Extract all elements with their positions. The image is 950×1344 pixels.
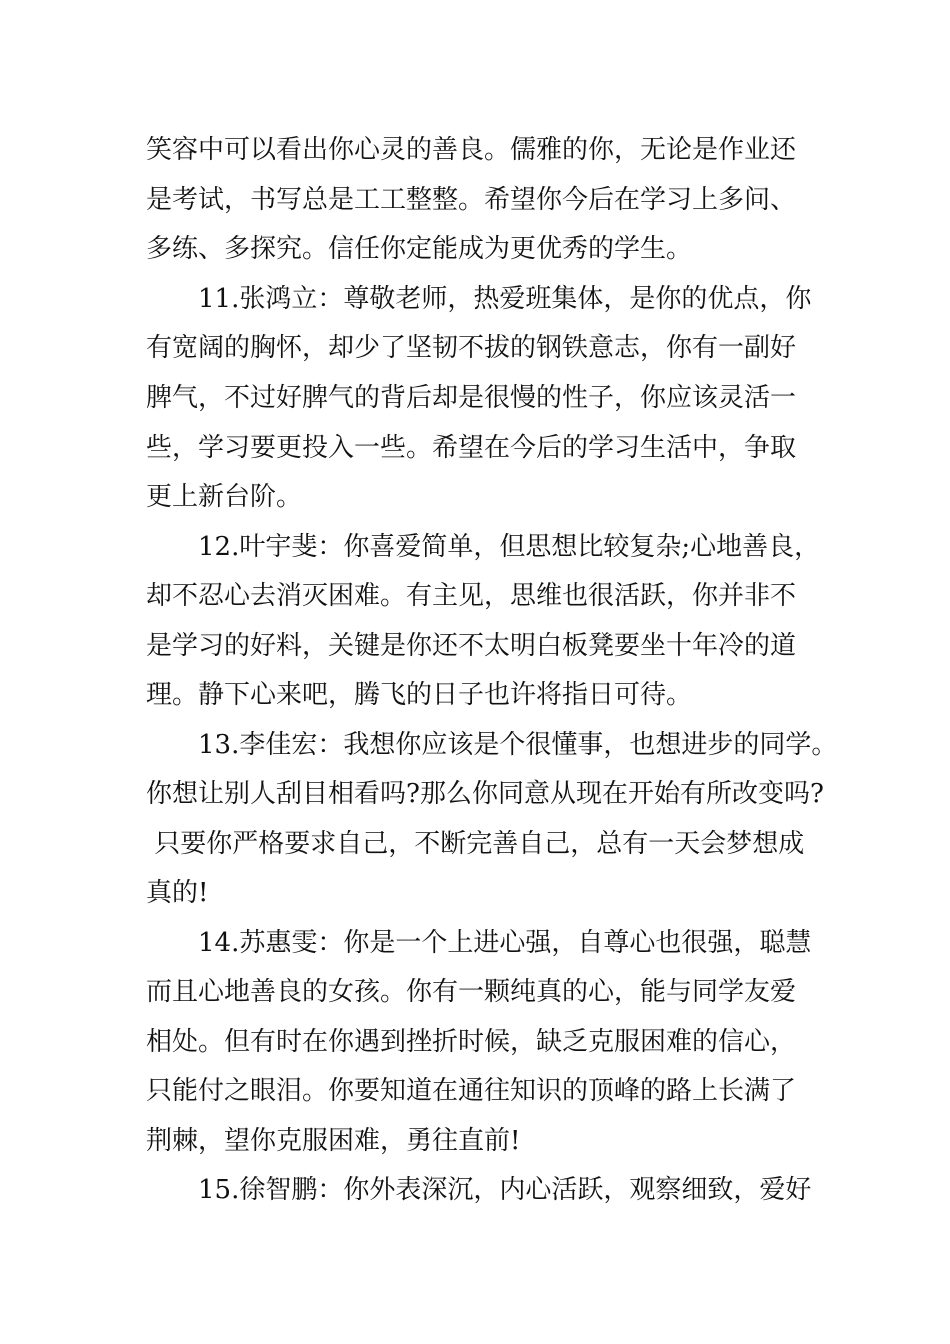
text-line: 真的! (146, 878, 209, 908)
text-line: 些，学习要更投入一些。希望在今后的学习生活中，争取 (146, 433, 797, 463)
text-line: 12.叶宇斐：你喜爱简单，但思想比较复杂;心地善良， (198, 532, 821, 562)
text-line: 是学习的好料，关键是你还不太明白板凳要坐十年冷的道 (146, 631, 797, 661)
text-line: 15.徐智鹏：你外表深沉，内心活跃，观察细致，爱好 (198, 1175, 812, 1205)
text-line: 脾气，不过好脾气的背后却是很慢的性子，你应该灵活一 (146, 383, 797, 413)
text-line: 11.张鸿立：尊敬老师，热爱班集体，是你的优点，你 (198, 284, 812, 314)
text-line: 更上新台阶。 (146, 482, 303, 512)
text-line: 是考试，书写总是工工整整。希望你今后在学习上多问、 (146, 185, 797, 215)
text-line: 荆棘，望你克服困难，勇往直前! (146, 1126, 521, 1156)
text-line: 13.李佳宏：我想你应该是个很懂事，也想进步的同学。 (198, 730, 838, 760)
text-line: 却不忍心去消灭困难。有主见，思维也很活跃，你并非不 (146, 581, 797, 611)
text-line: 有宽阔的胸怀，却少了坚韧不拔的钢铁意志，你有一副好 (146, 333, 797, 363)
text-line: 只能付之眼泪。你要知道在通往知识的顶峰的路上长满了 (146, 1076, 797, 1106)
text-line: 只要你严格要求自己，不断完善自己，总有一天会梦想成 (146, 829, 805, 859)
text-line: 笑容中可以看出你心灵的善良。儒雅的你，无论是作业还 (146, 135, 797, 165)
text-line: 相处。但有时在你遇到挫折时候，缺乏克服困难的信心， (146, 1027, 797, 1057)
text-line: 14.苏惠雯：你是一个上进心强，自尊心也很强，聪慧 (198, 928, 812, 958)
text-line: 理。静下心来吧，腾飞的日子也许将指日可待。 (146, 680, 693, 710)
text-line: 而且心地善良的女孩。你有一颗纯真的心，能与同学友爱 (146, 977, 797, 1007)
text-line: 你想让别人刮目相看吗?那么你同意从现在开始有所改变吗? (146, 779, 824, 809)
text-line: 多练、多探究。信任你定能成为更优秀的学生。 (146, 234, 693, 264)
